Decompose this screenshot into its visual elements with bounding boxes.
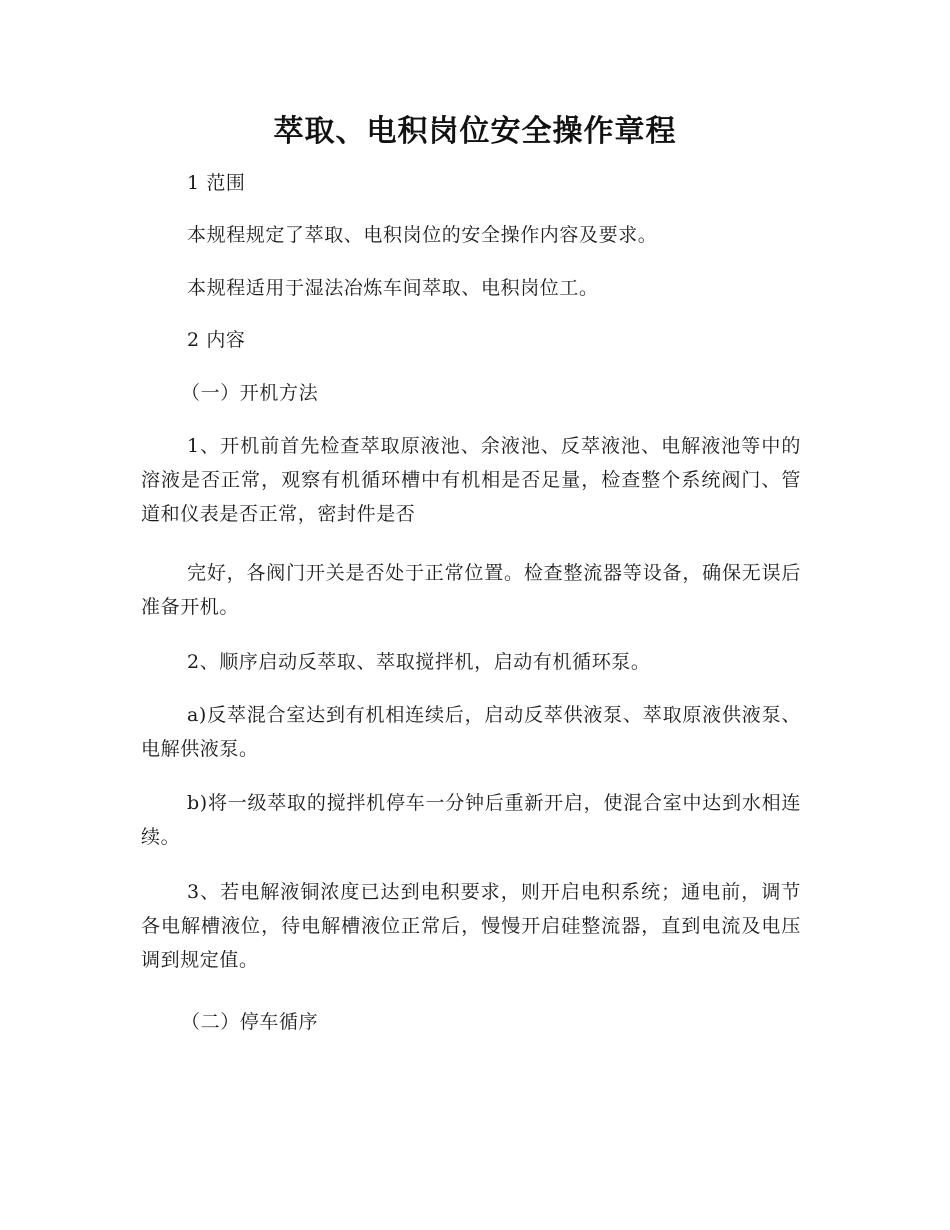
startup-item-1-part-2: 完好，各阀门开关是否处于正常位置。检查整流器等设备，确保无误后准备开机。 [141, 562, 801, 618]
startup-item-1-part-1: 1、开机前首先检查萃取原液池、余液池、反萃液池、电解液池等中的溶液是否正常，观察有机循环槽中有机相是否足量，检查整个系统阀门、管道和仪表是否正常，密封件是否 [141, 435, 801, 525]
scope-paragraph-2: 本规程适用于湿法冶炼车间萃取、电积岗位工。 [187, 277, 599, 299]
startup-item-2a: a)反萃混合室达到有机相连续后，启动反萃供液泵、萃取原液供液泵、电解供液泵。 [141, 704, 801, 760]
subsection-heading-startup: （一）开机方法 [181, 382, 319, 404]
startup-item-2: 2、顺序启动反萃取、萃取搅拌机，启动有机循环泵。 [187, 651, 651, 673]
document-title: 萃取、电积岗位安全操作章程 [273, 114, 677, 149]
subsection-heading-shutdown: （二）停车循序 [181, 1011, 319, 1033]
startup-item-3: 3、若电解液铜浓度已达到电积要求，则开启电积系统；通电前，调节各电解槽液位，待电解槽液位正常后，慢慢开启硅整流器，直到电流及电压调到规定值。 [141, 881, 801, 971]
scope-paragraph-1: 本规程规定了萃取、电积岗位的安全操作内容及要求。 [187, 224, 658, 246]
section-heading-scope: 1 范围 [187, 172, 246, 194]
startup-item-2b: b)将一级萃取的搅拌机停车一分钟后重新开启，使混合室中达到水相连续。 [141, 792, 801, 848]
section-heading-content: 2 内容 [187, 329, 246, 351]
